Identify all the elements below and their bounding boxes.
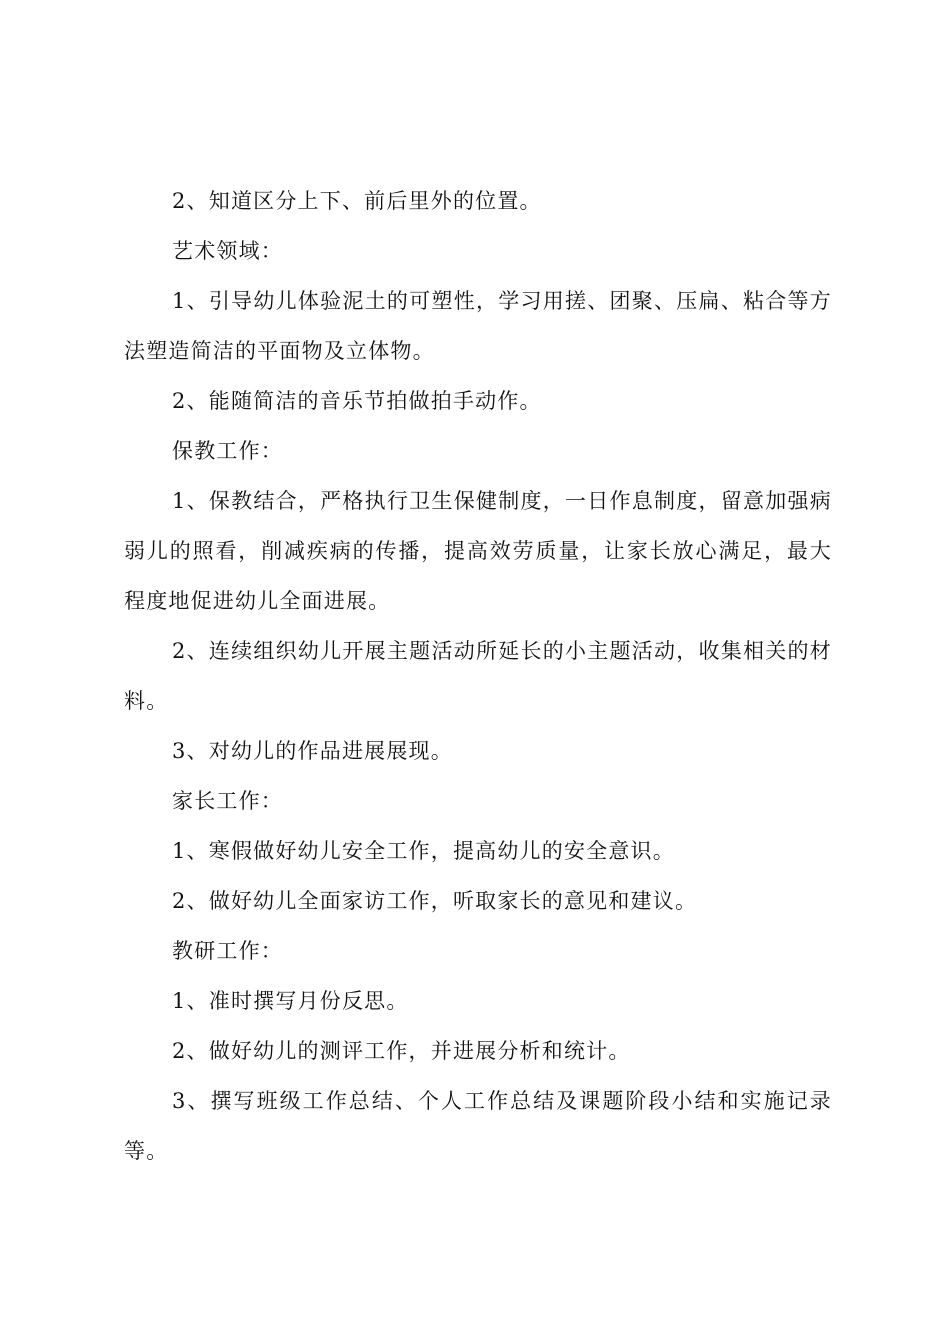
list-item-home-visits: 2、做好幼儿全面家访工作，听取家长的意见和建议。: [172, 889, 698, 913]
list-item-summaries: 3、撰写班级工作总结、个人工作总结及课题阶段小结和实施记录等。: [124, 1089, 832, 1163]
section-heading-parents: 家长工作：: [172, 789, 283, 813]
list-item-monthly-reflection: 1、准时撰写月份反思。: [172, 989, 409, 1013]
list-item-theme-activities: 2、连续组织幼儿开展主题活动所延长的小主题活动，收集相关的材料。: [124, 639, 832, 713]
list-item-health-system: 1、保教结合，严格执行卫生保健制度，一日作息制度，留意加强病弱儿的照看，削减疾病的传播，提高效劳质量，让家长放心满足，最大程度地促进幼儿全面进展。: [124, 489, 832, 613]
list-item-recognize-positions: 2、知道区分上下、前后里外的位置。: [172, 189, 542, 213]
section-heading-care-education: 保教工作：: [172, 439, 283, 463]
document-body: [124, 176, 832, 1176]
list-item-winter-safety: 1、寒假做好幼儿安全工作，提高幼儿的安全意识。: [172, 839, 675, 863]
section-heading-art: 艺术领域：: [172, 239, 283, 263]
section-heading-research: 教研工作：: [172, 939, 283, 963]
list-item-assessment: 2、做好幼儿的测评工作，并进展分析和统计。: [172, 1039, 631, 1063]
list-item-artwork-display: 3、对幼儿的作品进展展现。: [172, 739, 453, 763]
list-item-music-rhythm: 2、能随简洁的音乐节拍做拍手动作。: [172, 389, 542, 413]
list-item-clay-modeling: 1、引导幼儿体验泥土的可塑性，学习用搓、团聚、压扁、粘合等方法塑造简洁的平面物及立体物。: [124, 289, 832, 363]
